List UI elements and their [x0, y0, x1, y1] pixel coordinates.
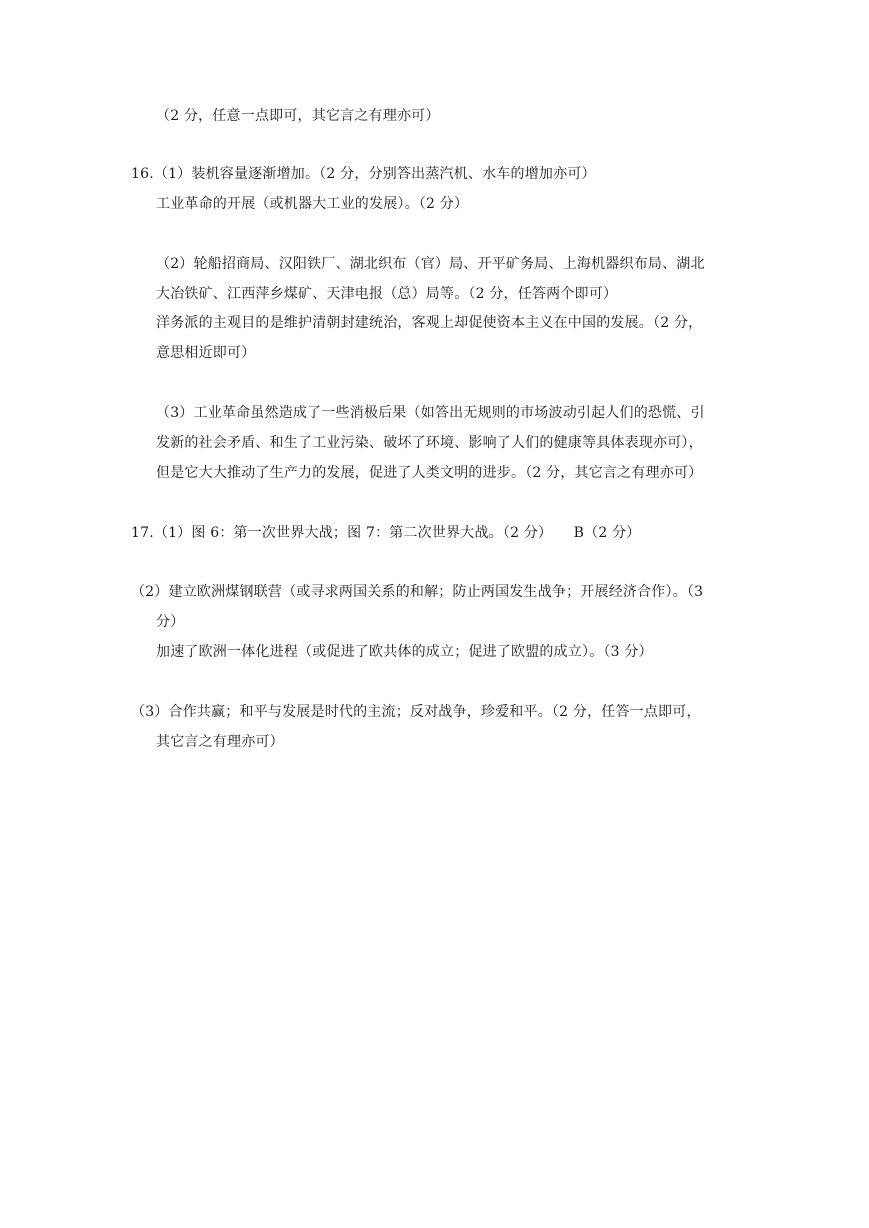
text-line: 加速了欧洲一体化进程（或促进了欧共体的成立；促进了欧盟的成立）。（3 分） [156, 644, 653, 660]
text-line: 16.（1）装机容量逐渐增加。（2 分，分别答出蒸汽机、水车的增加亦可） [131, 166, 596, 182]
text-line: 分） [156, 614, 185, 630]
text-line: 发新的社会矛盾、和生了工业污染、破坏了环境、影响了人们的健康等具体表现亦可）， [156, 435, 703, 451]
text-line: （2）轮船招商局、汉阳铁厂、湖北织布（官）局、开平矿务局、上海机器织布局、湖北 [156, 256, 705, 272]
text-line: 但是它大大推动了生产力的发展，促进了人类文明的进步。（2 分，其它言之有理亦可） [156, 465, 703, 481]
text-line: （2 分，任意一点即可，其它言之有理亦可） [156, 108, 440, 124]
text-line: 其它言之有理亦可） [156, 734, 284, 750]
text-line: （3）工业革命虽然造成了一些消极后果（如答出无规则的市场波动引起人们的恐慌、引 [156, 405, 705, 421]
text-line: 17.（1）图 6：第一次世界大战；图 7：第二次世界大战。（2 分） B（2 分） [131, 525, 641, 541]
text-line: （3）合作共赢；和平与发展是时代的主流；反对战争，珍爱和平。（2 分，任答一点即可， [131, 704, 701, 720]
text-line: 意思相近即可） [156, 345, 256, 361]
text-line: 洋务派的主观目的是维护清朝封建统治，客观上却促使资本主义在中国的发展。（2 分， [156, 315, 703, 331]
text-line: 工业革命的开展（或机器大工业的发展）。（2 分） [156, 196, 469, 212]
text-line: 大冶铁矿、江西萍乡煤矿、天津电报（总）局等。（2 分，任答两个即可） [156, 286, 618, 302]
text-line: （2）建立欧洲煤钢联营（或寻求两国关系的和解；防止两国发生战争；开展经济合作）。（3 [131, 584, 704, 600]
